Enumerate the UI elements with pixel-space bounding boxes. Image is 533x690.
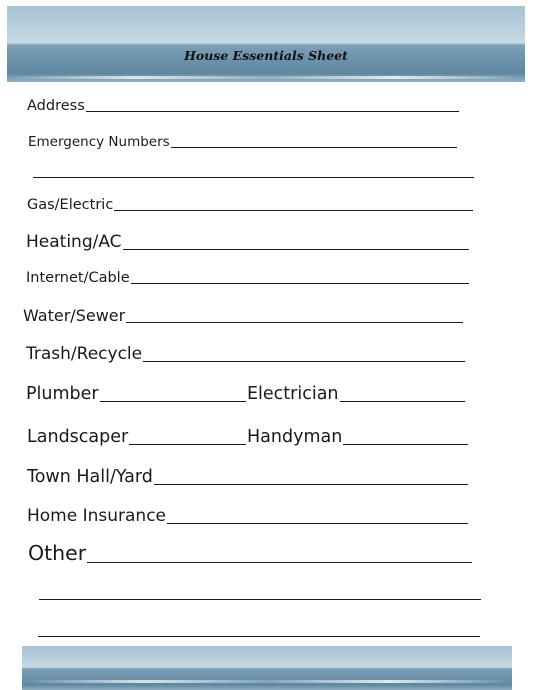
internet-cable-line[interactable] [131, 282, 469, 284]
water-sewer-field [23, 306, 463, 326]
landscaper-field [27, 427, 246, 448]
landscaper-line[interactable] [129, 443, 246, 445]
handyman-line[interactable] [343, 443, 468, 445]
other-extra-line-2[interactable] [38, 636, 480, 637]
handyman-label: Handyman [247, 427, 343, 447]
other-line[interactable] [87, 561, 472, 563]
electrician-label: Electrician [247, 384, 339, 404]
emergency-line[interactable] [171, 146, 457, 148]
heating-ac-line[interactable] [123, 248, 469, 250]
water-sewer-label: Water/Sewer [23, 306, 126, 325]
electrician-line[interactable] [340, 400, 465, 402]
plumber-field [26, 384, 246, 405]
other-label: Other [28, 541, 87, 565]
town-hall-line[interactable] [154, 483, 468, 485]
sheet-title: House Essentials Sheet [184, 48, 348, 63]
home-insurance-field [27, 506, 468, 527]
plumber-label: Plumber [26, 384, 99, 404]
emergency-label: Emergency Numbers [28, 134, 170, 150]
internet-cable-field [26, 270, 469, 287]
heating-ac-field [26, 232, 469, 253]
landscaper-label: Landscaper [27, 427, 129, 447]
other-field [28, 541, 472, 566]
internet-cable-label: Internet/Cable [26, 270, 130, 286]
town-hall-label: Town Hall/Yard [27, 467, 153, 487]
heating-ac-label: Heating/AC [26, 232, 122, 252]
emergency-extra-line[interactable] [33, 177, 474, 178]
plumber-line[interactable] [100, 400, 246, 402]
header-banner [7, 6, 525, 82]
trash-recycle-line[interactable] [143, 360, 465, 362]
trash-recycle-label: Trash/Recycle [26, 344, 143, 364]
address-line[interactable] [86, 110, 459, 112]
handyman-field [247, 427, 468, 448]
footer-banner [22, 646, 512, 690]
wave-line [7, 76, 525, 79]
address-label: Address [27, 98, 85, 114]
gas-electric-label: Gas/Electric [27, 197, 114, 213]
electrician-field [247, 384, 465, 405]
trash-recycle-field [26, 344, 465, 365]
home-insurance-label: Home Insurance [27, 506, 167, 526]
gas-electric-field [27, 197, 473, 214]
other-extra-line-1[interactable] [39, 599, 481, 600]
address-field [27, 98, 459, 115]
emergency-field [28, 134, 457, 151]
wave-line [22, 680, 512, 683]
home-insurance-line[interactable] [167, 522, 468, 524]
water-sewer-line[interactable] [126, 321, 463, 323]
gas-electric-line[interactable] [114, 209, 473, 211]
town-hall-field [27, 467, 468, 488]
